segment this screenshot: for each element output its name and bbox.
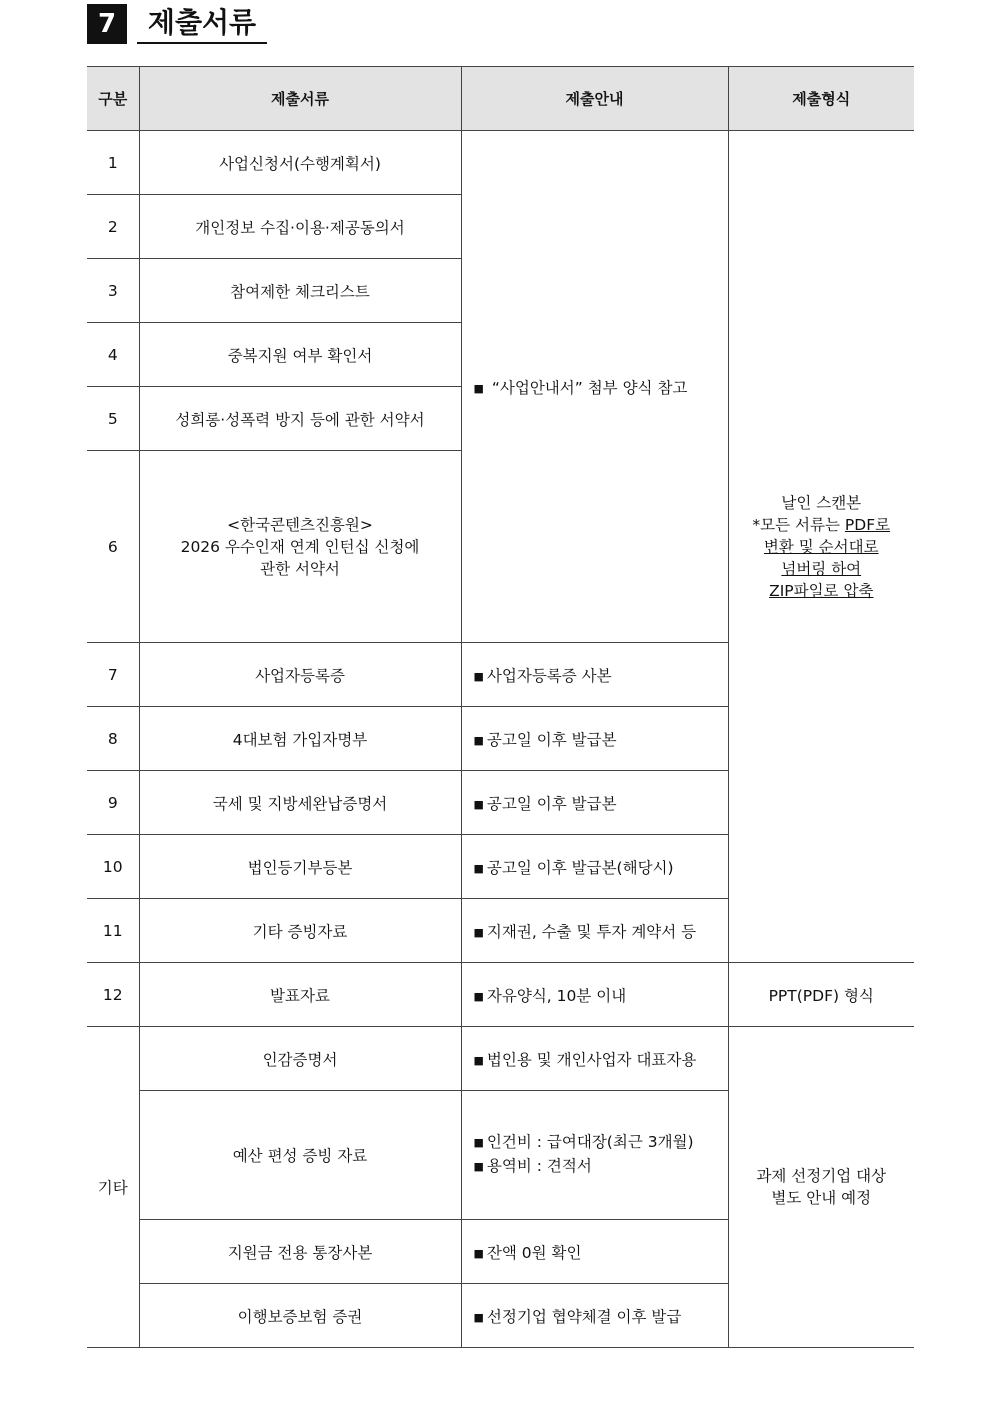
row-number: 12 (87, 963, 139, 1027)
bullet-icon: ■ (473, 669, 484, 683)
bullet-icon: ■ (473, 989, 484, 1003)
guide-text: 공고일 이후 발급본 (486, 794, 617, 813)
guide-text: “사업안내서” 첨부 양식 참고 (491, 378, 688, 397)
row-number: 10 (87, 835, 139, 899)
header-category: 구분 (87, 67, 139, 131)
section-title: 제출서류 (137, 4, 267, 44)
guide (461, 707, 728, 771)
format-line-underlined: 넘버링 하여 (781, 559, 862, 578)
header-guide: 제출안내 (461, 67, 728, 131)
row-number: 2 (87, 195, 139, 259)
guide (461, 835, 728, 899)
document-name: 법인등기부등본 (139, 835, 461, 899)
bullet-icon: ■ (473, 1246, 484, 1260)
guide-text: 인건비 : 급여대장(최근 3개월) (486, 1133, 694, 1151)
section-number: 7 (87, 4, 127, 44)
guide-text: 자유양식, 10분 이내 (486, 986, 627, 1005)
row-number: 4 (87, 323, 139, 387)
table-row (87, 1027, 914, 1091)
document-name: 이행보증보험 증권 (139, 1284, 461, 1348)
row-number: 3 (87, 259, 139, 323)
format-line: 날인 스캔본 (781, 493, 862, 512)
guide-text: 공고일 이후 발급본(해당시) (486, 858, 674, 877)
format-line-underlined: ZIP파일로 압축 (769, 581, 874, 600)
format-line: 별도 안내 예정 (771, 1189, 872, 1207)
guide-text: 지재권, 수출 및 투자 계약서 등 (486, 922, 697, 941)
document-name: 발표자료 (139, 963, 461, 1027)
category-other: 기타 (87, 1027, 139, 1348)
document-name: 참여제한 체크리스트 (139, 259, 461, 323)
bullet-icon: ■ (473, 925, 484, 939)
guide (461, 1091, 728, 1220)
bullet-icon: ■ (473, 733, 484, 747)
format-line-underlined: PDF로 (844, 515, 891, 534)
bullet-icon: ■ (473, 1053, 484, 1067)
bullet-icon: ■ (473, 1160, 484, 1173)
table-row (87, 963, 914, 1027)
guide (461, 643, 728, 707)
guide (461, 963, 728, 1027)
guide (461, 899, 728, 963)
document-name-line: <한국콘텐츠진흥원> (227, 515, 373, 534)
row-number: 1 (87, 131, 139, 195)
row-number: 8 (87, 707, 139, 771)
document-name: 사업자등록증 (139, 643, 461, 707)
row-number: 9 (87, 771, 139, 835)
format-line-underlined: 변환 및 순서대로 (763, 537, 879, 556)
guide-text: 법인용 및 개인사업자 대표자용 (486, 1050, 697, 1069)
guide-text: 공고일 이후 발급본 (486, 730, 617, 749)
bullet-icon: ■ (473, 1136, 484, 1149)
guide (461, 1284, 728, 1348)
bullet-icon: ■ (473, 861, 484, 875)
bullet-icon: ■ (473, 381, 484, 395)
format-other (728, 1027, 914, 1348)
format-line: 과제 선정기업 대상 (756, 1167, 887, 1185)
document-name-line: 관한 서약서 (260, 559, 340, 578)
guide-text: 용역비 : 견적서 (486, 1157, 592, 1175)
guide (461, 771, 728, 835)
document-name: 사업신청서(수행계획서) (139, 131, 461, 195)
document-name: 인감증명서 (139, 1027, 461, 1091)
row-number: 11 (87, 899, 139, 963)
guide (461, 1027, 728, 1091)
document-name: 중복지원 여부 확인서 (139, 323, 461, 387)
document-name: 국세 및 지방세완납증명서 (139, 771, 461, 835)
document-name-line: 2026 우수인재 연계 인턴십 신청에 (180, 537, 420, 556)
bullet-icon: ■ (473, 797, 484, 811)
format: PPT(PDF) 형식 (728, 963, 914, 1027)
row-number: 5 (87, 387, 139, 451)
table-row (87, 131, 914, 195)
bullet-icon: ■ (473, 1310, 484, 1324)
format-rows-1-11 (728, 131, 914, 963)
submission-documents-table (87, 66, 914, 1348)
document-name: 지원금 전용 통장사본 (139, 1220, 461, 1284)
guide (461, 1220, 728, 1284)
guide-rows-1-6 (461, 131, 728, 643)
document-name: 성희롱·성폭력 방지 등에 관한 서약서 (139, 387, 461, 451)
header-format: 제출형식 (728, 67, 914, 131)
guide-text: 잔액 0원 확인 (486, 1243, 582, 1262)
document-name: 예산 편성 증빙 자료 (139, 1091, 461, 1220)
format-line: *모든 서류는 (752, 515, 845, 534)
document-name (139, 451, 461, 643)
row-number: 6 (87, 451, 139, 643)
document-name: 4대보험 가입자명부 (139, 707, 461, 771)
table-header-row (87, 67, 914, 131)
guide-text: 사업자등록증 사본 (486, 666, 612, 685)
document-name: 개인정보 수집·이용·제공동의서 (139, 195, 461, 259)
guide-text: 선정기업 협약체결 이후 발급 (486, 1307, 682, 1326)
row-number: 7 (87, 643, 139, 707)
header-document: 제출서류 (139, 67, 461, 131)
document-name: 기타 증빙자료 (139, 899, 461, 963)
